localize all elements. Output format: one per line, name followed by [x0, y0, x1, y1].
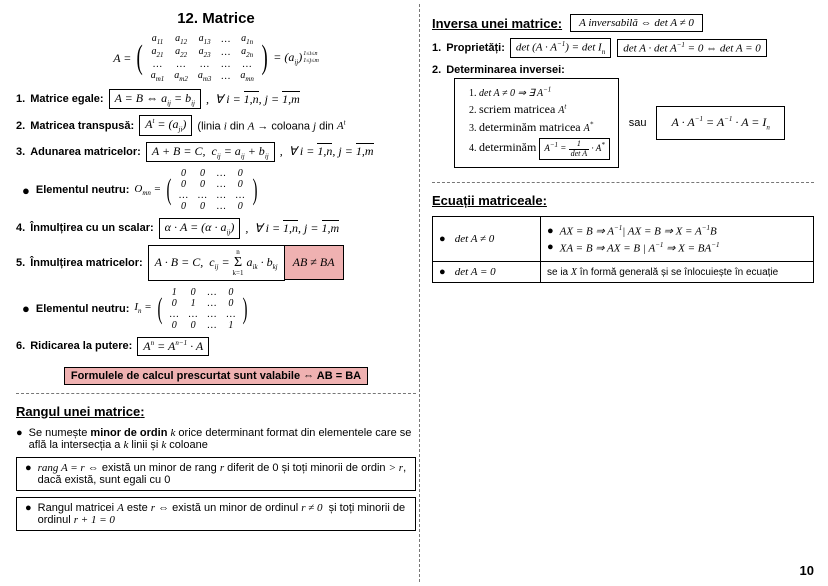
item-number: 2.	[16, 119, 26, 132]
formula-box-scalar: $\alpha \cdot A = (\alpha \cdot a_{ij})$	[159, 218, 241, 238]
right-paren: )	[252, 173, 258, 207]
general-matrix-rhs: = $(a_{ij})$	[273, 49, 303, 67]
section-heading-ecuatii-text: Ecuații matriceale	[432, 192, 543, 208]
cell: $a_{23}$	[198, 46, 211, 59]
sigma-icon: Σ	[233, 254, 243, 270]
list-item-label: Rangul matricei A este r ⇔ există un minor de ordinul r ≠ 0 și toți minorii de ordinul r + 1 = 0	[37, 501, 406, 526]
cell: …	[188, 308, 198, 320]
item-number: 6.	[16, 340, 26, 353]
section-heading-rang	[16, 404, 145, 419]
cell: 1	[190, 297, 196, 309]
section-heading-rang-text: Rangul unei matrice	[16, 403, 141, 419]
item-element-neutru-inmultire	[22, 287, 416, 331]
general-matrix-table	[146, 33, 259, 83]
item-number: 5.	[16, 256, 26, 269]
bullet-icon: ●	[16, 426, 23, 439]
cell: 0	[181, 168, 187, 180]
cell-condition	[433, 262, 541, 283]
cell: …	[207, 297, 217, 309]
item-proprietati	[432, 38, 814, 58]
fraction-denominator: det A	[570, 148, 588, 158]
cell-equations	[541, 216, 814, 261]
vertical-divider	[419, 4, 420, 582]
cell-equations	[541, 262, 814, 283]
cell: 0	[228, 286, 234, 298]
formula-box-transpusa: $A^t = (a_{ji})$	[139, 115, 192, 135]
cell-condition	[433, 216, 541, 261]
cell: …	[221, 59, 231, 70]
equation-text: XA = B ⇒ AX = B | $A^{-1}$ ⇒ $X = BA^{-1}$	[559, 240, 720, 255]
pink-note-container	[16, 366, 416, 385]
item-tail: , ∀ i = 1,n, j = 1,m	[279, 144, 374, 159]
sum-lower: k=1	[232, 268, 244, 277]
sum-upper: n	[236, 247, 240, 256]
cell: $a_{11}$	[151, 33, 164, 46]
section-heading-inversa	[432, 16, 562, 31]
inverse-steps-list	[459, 86, 610, 160]
pink-note-formule: Formulele de calcul prescurtat sunt valabile ⇔ AB = BA	[64, 367, 368, 385]
table-row	[174, 190, 250, 201]
equation-text: AX = B ⇒ $A^{-1}|$ AX = B ⇒ $X = A^{-1}B$	[559, 223, 717, 238]
cell: $a_{m2}$	[174, 70, 188, 83]
cell: 1	[228, 319, 234, 331]
box-inversabila-condition: A inversabilă ⇔ det A ≠ 0	[570, 14, 703, 32]
item-tail: (linia i din A → coloana j din $A^t$	[197, 118, 346, 133]
bullet-icon: ●	[547, 224, 554, 237]
item-inmultirea-matricelor	[16, 245, 416, 281]
identity-matrix-figure	[134, 287, 250, 331]
cell: …	[221, 47, 231, 58]
table-row	[165, 298, 241, 309]
list-item: 1. det A ≠ 0 ⇒ ∃ $A^{-1}$	[479, 86, 610, 99]
table-row	[146, 33, 259, 46]
cell: 0	[171, 297, 177, 309]
cell: $a_{m1}$	[150, 70, 165, 83]
table-row	[174, 179, 250, 190]
list-item	[25, 462, 407, 486]
zero-matrix-symbol: $O_{mn}$ =	[134, 183, 162, 198]
bullet-icon: ●	[22, 301, 30, 317]
cell: 0	[171, 319, 177, 331]
cell: …	[221, 71, 231, 82]
cell: $a_{1n}$	[241, 33, 254, 46]
inverse-heading-row	[432, 14, 814, 32]
item-number: 1.	[432, 41, 442, 54]
cell: …	[207, 308, 217, 320]
index-range-1: 1≤i≤n	[303, 51, 318, 58]
box-proprietate-2: $\det A \cdot \det A^{-1} = 0$ ⇔ det A = 0	[617, 39, 767, 57]
item-label: Proprietăți:	[446, 41, 505, 54]
colon: :	[542, 192, 547, 208]
list-item: 4. determinăm $A^{-1}$ = $\frac{1}{\text{det A}}$ · A*	[479, 138, 610, 160]
table-row	[165, 287, 241, 298]
item-label: Ridicarea la putere:	[30, 340, 133, 353]
item-adunarea-matricelor	[16, 142, 416, 162]
cell: 0	[199, 179, 205, 191]
item-inmultirea-scalar	[16, 218, 416, 238]
list-item	[16, 427, 416, 451]
colon: :	[140, 403, 145, 419]
item-label-text: Determinarea inversei	[446, 63, 562, 76]
table-row	[433, 216, 814, 261]
cell: $a_{22}$	[175, 46, 188, 59]
cell: …	[176, 59, 186, 70]
right-column	[432, 10, 814, 283]
fraction	[569, 140, 590, 158]
equation-line	[547, 241, 807, 255]
bullet-icon: ●	[25, 501, 32, 514]
cell: $a_{13}$	[198, 33, 211, 46]
boxed-rang-definition-2	[16, 497, 416, 531]
cell: 0	[181, 201, 187, 213]
cell: $a_{2n}$	[241, 46, 254, 59]
section-divider	[16, 393, 416, 394]
cell: $a_{21}$	[151, 46, 164, 59]
cell: 0	[237, 201, 243, 213]
cell: 0	[237, 179, 243, 191]
equation-line	[547, 224, 807, 238]
item-label: Înmulțirea cu un scalar:	[30, 222, 154, 235]
cell: …	[221, 34, 231, 45]
identity-matrix-symbol: $I_n$ =	[134, 301, 152, 316]
list-item	[25, 502, 407, 526]
pink-box-noncommutative: AB ≠ BA	[285, 245, 344, 280]
cell: 0	[181, 179, 187, 191]
cell: …	[242, 59, 252, 70]
cell: $a_{12}$	[175, 33, 188, 46]
boxed-rang-definition-1	[16, 457, 416, 491]
general-matrix-lhs: A =	[113, 50, 132, 65]
bullet-icon: ●	[25, 461, 32, 474]
matrix-equations-table	[432, 216, 814, 283]
item-matrice-egale	[16, 89, 416, 109]
section-heading-ecuatii	[432, 193, 547, 208]
item-label: Elementul neutru:	[35, 184, 130, 197]
list-item: 2. scriem matricea $A^t$	[479, 102, 610, 117]
cell: …	[207, 319, 217, 331]
item-tail: , ∀ i = 1,n, j = 1,m	[245, 220, 340, 235]
fraction-numerator: 1	[576, 139, 581, 149]
cell: …	[207, 286, 217, 298]
table-row	[146, 59, 259, 70]
item-tail: , ∀ i = 1,n, j = 1,m	[206, 91, 300, 106]
page-title: 12. Matrice	[177, 10, 255, 27]
left-paren: (	[136, 38, 144, 76]
list-item: 3. determinăm matricea A*	[479, 120, 610, 135]
cell: 1	[171, 286, 177, 298]
left-column	[16, 6, 416, 537]
rang-bullet-list	[16, 427, 416, 451]
zero-matrix-figure	[134, 168, 259, 212]
cell: 0	[190, 286, 196, 298]
item-ridicarea-la-putere	[16, 337, 416, 356]
item-number: 4.	[16, 222, 26, 235]
box-inverse-identity: $A \cdot A^{-1} = A^{-1} \cdot A = I_n$	[656, 106, 784, 140]
inverse-steps-row	[454, 78, 814, 168]
table-row	[146, 46, 259, 59]
list-item-label: rang A = r ⇔ există un minor de rang r diferit de 0 și toți minorii de ordin > r, dacă există, sunt egali cu 0	[37, 461, 407, 486]
cell: …	[216, 179, 226, 191]
table-row	[174, 201, 250, 212]
bullet-icon: ●	[547, 241, 554, 254]
bullet-icon: ●	[439, 233, 446, 246]
cell: $a_{m3}$	[197, 70, 212, 83]
item-number: 1.	[16, 93, 26, 106]
box-inverse-formula: $A^{-1}$ = $\frac{1}{\text{det A}}$ · A*	[539, 138, 609, 160]
cell: …	[216, 168, 226, 180]
index-range-2: 1≤j≤m	[303, 58, 319, 64]
cell: …	[153, 59, 162, 70]
formula-box-inmultire: A · B = C, $c_{ij}$ = n Σ k=1 $a_{ik} \cdot b_{kj}$	[148, 245, 285, 281]
cell: 0	[190, 319, 196, 331]
right-paren: )	[242, 291, 248, 325]
cell: …	[169, 308, 179, 320]
list-item-label: Se numește minor de ordin k orice determinant format din elementele care se află la intersecția a k linii și k coloane	[28, 426, 412, 451]
table-row	[146, 70, 259, 83]
item-determinarea-inversei	[432, 64, 814, 76]
cell: …	[197, 190, 207, 202]
item-matricea-transpusa	[16, 115, 416, 135]
cell: …	[179, 190, 188, 202]
cell: …	[226, 308, 236, 320]
section-heading-inversa-text: Inversa unei matrice	[432, 15, 558, 31]
item-label: Înmulțirea matricelor:	[30, 256, 143, 269]
summation-icon	[233, 249, 244, 277]
item-label: Elementul neutru:	[35, 302, 130, 315]
cell: …	[200, 59, 210, 70]
zero-matrix-table	[174, 168, 250, 212]
right-paren: )	[261, 38, 268, 76]
colon: :	[557, 15, 563, 31]
table-row	[433, 262, 814, 283]
item-label: Adunarea matricelor:	[30, 145, 141, 158]
formula-box-matrice-egale: A = B ⇔ $a_{ij} = b_{ij}$	[109, 89, 201, 109]
cell: …	[216, 190, 226, 202]
condition-text: det A = 0	[454, 266, 496, 279]
box-proprietate-1: $\det (A \cdot A^{-1}) = \det I_n$	[510, 38, 611, 58]
left-paren: (	[166, 173, 172, 207]
item-number: 3.	[16, 145, 26, 158]
formula-box-adunare: A + B = C, $c_{ij} = a_{ij} + b_{ij}$	[146, 142, 275, 162]
identity-matrix-table	[165, 287, 241, 331]
inverse-steps-box	[454, 78, 619, 168]
table-row	[165, 309, 241, 320]
item-label: Matrice egale:	[30, 93, 104, 106]
cell: …	[235, 190, 245, 202]
cell: 0	[199, 168, 205, 180]
bullet-icon: ●	[439, 266, 446, 279]
formula-box-putere: $A^n = A^{n-1} \cdot A$	[137, 337, 209, 356]
general-matrix-index-range	[303, 51, 319, 64]
bullet-icon: ●	[22, 182, 30, 198]
section-divider	[432, 182, 814, 183]
cell: …	[216, 201, 226, 213]
item-number: 2.	[432, 63, 442, 76]
item-element-neutru-adunare	[22, 168, 416, 212]
cell: 0	[237, 168, 243, 180]
table-row	[174, 168, 250, 179]
cell: $a_{mn}$	[240, 70, 254, 83]
sau-label: sau	[628, 116, 647, 129]
left-paren: (	[157, 291, 163, 325]
equation-text: se ia X în formă generală și se înlocuiește în ecuație	[547, 267, 779, 279]
table-row	[165, 320, 241, 331]
cell: 0	[228, 297, 234, 309]
general-matrix-figure	[16, 33, 416, 83]
item-label: Determinarea inversei:	[446, 63, 565, 76]
condition-text: det A ≠ 0	[454, 233, 495, 246]
page-number: 10	[799, 563, 814, 578]
cell: 0	[199, 201, 205, 213]
item-label: Matricea transpusă:	[30, 119, 135, 132]
